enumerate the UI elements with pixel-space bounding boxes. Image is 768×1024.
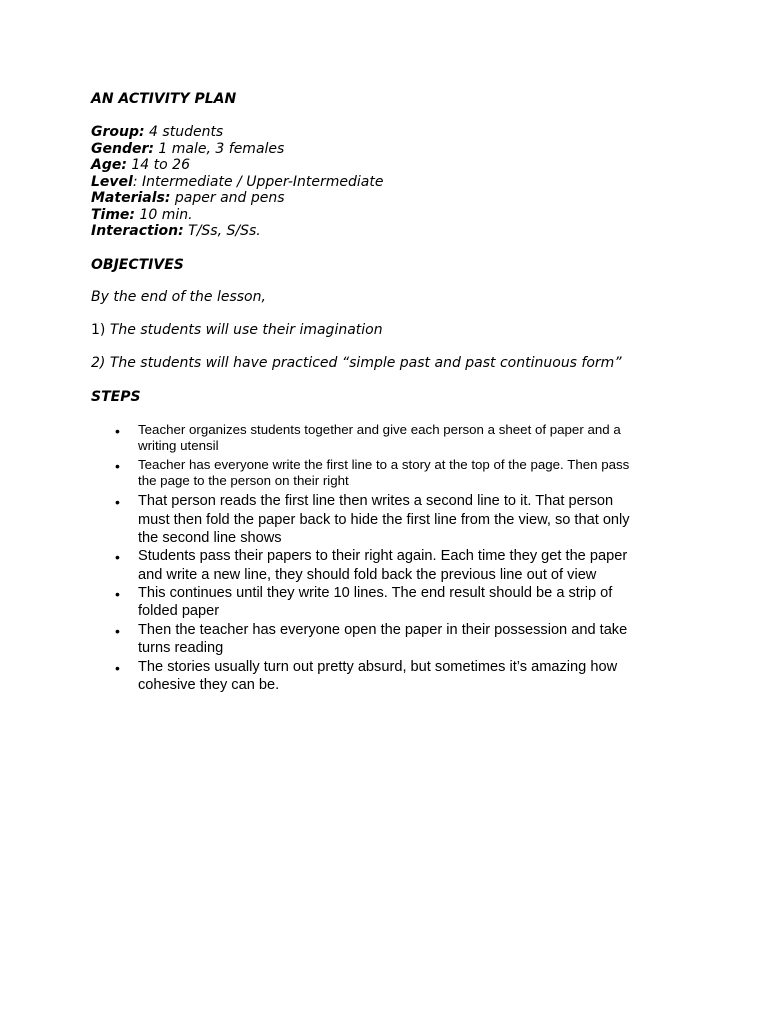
detail-label: Time: [91, 206, 136, 223]
detail-value: : Intermediate / Upper-Intermediate [132, 173, 384, 190]
step-line: • The stories usually turn out pretty absurd, but sometimes it’s amazing how [138, 658, 618, 675]
objective-1 [91, 322, 383, 339]
document-title: AN ACTIVITY PLAN [91, 91, 237, 107]
step-line: the page to the person on their right [138, 473, 349, 489]
detail-label: Materials: [91, 190, 171, 206]
step-item [115, 584, 675, 620]
objective-2: 2) The students will have practiced “simple past and past continuous form” [91, 355, 622, 371]
objectives-intro: By the end of the lesson, [91, 289, 266, 305]
step-line: cohesive they can be. [138, 676, 280, 693]
step-line: • Students pass their papers to their right again. Each time they get the paper [138, 548, 628, 565]
objective-1-text: The students will use their imagination [105, 322, 383, 338]
objectives-heading: OBJECTIVES [91, 257, 184, 273]
step-line: turns reading [138, 640, 224, 657]
detail-value: 4 students [144, 124, 224, 140]
objective-1-number: 1) [91, 322, 106, 338]
detail-value: 1 male, 3 females [153, 140, 285, 157]
detail-label: Gender: [91, 140, 154, 157]
detail-level [91, 174, 383, 191]
detail-label: Level [91, 173, 133, 190]
step-line: • That person reads the first line then writes a second line to it. That person [138, 493, 614, 510]
detail-interaction [91, 223, 383, 240]
step-line: • Teacher organizes students together and give each person a sheet of paper and a [138, 422, 621, 437]
steps-heading: STEPS [91, 389, 141, 405]
detail-value: 14 to 26 [126, 157, 190, 173]
step-line: folded paper [138, 603, 220, 620]
detail-time [91, 207, 383, 224]
detail-gender [91, 141, 383, 158]
detail-value: 10 min. [135, 206, 193, 223]
step-item [115, 547, 675, 583]
details-list [91, 124, 383, 240]
step-item [115, 621, 675, 657]
step-item [115, 658, 675, 694]
detail-group [91, 124, 383, 141]
step-item [115, 492, 675, 547]
step-item [115, 422, 675, 455]
detail-label: Interaction: [91, 223, 184, 239]
step-line: and write a new line, they should fold back the previous line out of view [138, 566, 597, 583]
step-line: • Then the teacher has everyone open the paper in their possession and take [138, 621, 628, 638]
step-line: writing utensil [138, 438, 219, 454]
step-item [115, 457, 675, 490]
detail-materials [91, 190, 383, 207]
detail-age [91, 157, 383, 174]
detail-label: Age: [91, 157, 127, 173]
detail-value: T/Ss, S/Ss. [183, 223, 261, 239]
step-line: must then fold the paper back to hide the first line from the view, so that only [138, 511, 630, 528]
detail-value: paper and pens [170, 190, 285, 206]
steps-list [115, 422, 675, 695]
detail-label: Group: [91, 124, 145, 140]
step-line: the second line shows [138, 529, 282, 546]
step-line: • This continues until they write 10 lines. The end result should be a strip of [138, 585, 613, 602]
step-line: • Teacher has everyone write the first line to a story at the top of the page. Then pass [138, 457, 630, 473]
